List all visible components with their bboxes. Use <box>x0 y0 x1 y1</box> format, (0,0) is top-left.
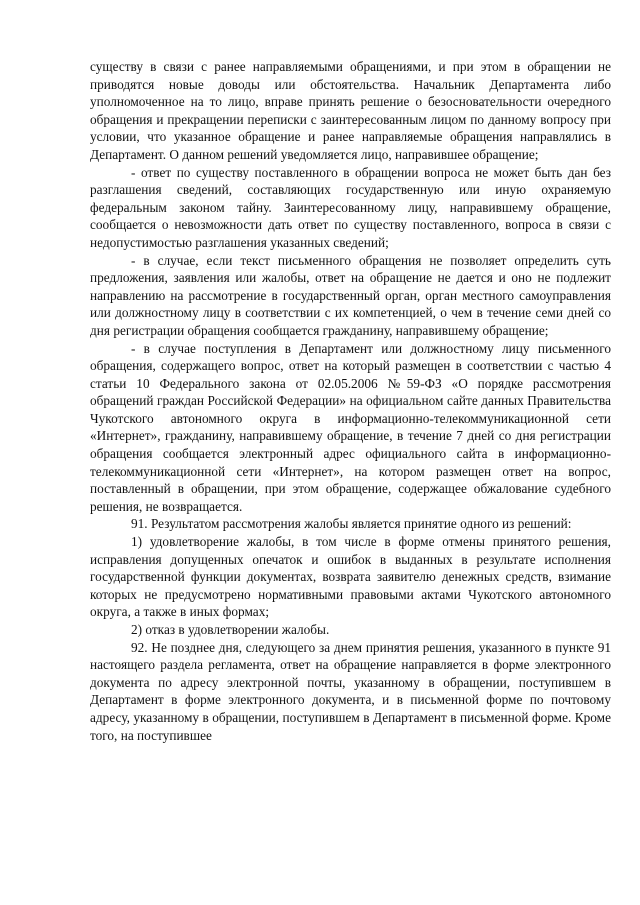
paragraph-3: - в случае, если текст письменного обращения не позволяет определить суть предложения, заявления или жалобы, ответ на обращение не дается и оно не подлежит направлению на рассмотрение в государственный орган, орган местного самоуправления или должностному лицу в соответствии с их компетенцией, о чем в течение семи дней со дня регистрации обращения сообщается гражданину, направившему обращение; <box>90 252 611 338</box>
paragraph-6: 1) удовлетворение жалобы, в том числе в форме отмены принятого решения, исправления допущенных опечаток и ошибок в выданных в результате исполнения государственной функции документах, возврата заявителю денежных средств, взимание которых не предусмотрено нормативными правовыми актами Чукотского автономного округа, а также в иных формах; <box>90 534 611 620</box>
paragraph-2: - ответ по существу поставленного в обращении вопроса не может быть дан без разглашения сведений, составляющих государственную или иную охраняемую федеральным законом тайну. Заинтересованному лицу, направившему обращение, сообщается о невозможности дать ответ по существу поставленного, вопроса в связи с недопустимостью разглашения указанных сведений; <box>90 164 611 250</box>
paragraph-8: 92. Не позднее дня, следующего за днем принятия решения, указанного в пункте 91 настоящего раздела регламента, ответ на обращение направляется в форме электронного документа по адресу электронной почты, указанному в обращении, поступившем в Департамент в форме электронного документа, и в письменной форме по почтовому адресу, указанному в обращении, поступившем в Департамент в письменной форме. Кроме того, на поступившее <box>90 639 611 743</box>
document-page <box>90 58 611 744</box>
paragraph-7: 2) отказ в удовлетворении жалобы. <box>131 622 330 637</box>
paragraph-5: 91. Результатом рассмотрения жалобы является принятие одного из решений: <box>131 516 572 532</box>
paragraph-1: существу в связи с ранее направляемыми обращениями, и при этом в обращении не приводятся новые доводы или обстоятельства. Начальник Департамента либо уполномоченное на то лицо, вправе принять решение о безосновательности очередного обращения и прекращении переписки с заинтересованным лицом по данному вопросу при условии, что указанное обращение и ранее направляемые обращения направлялись в Департамент. О данном решений уведомляется лицо, направившее обращение; <box>90 59 611 162</box>
paragraph-4: - в случае поступления в Департамент или должностному лицу письменного обращения, содержащего вопрос, ответ на который размещен в соответствии с частью 4 статьи 10 Федерального закона от 02.05.2006 №59-ФЗ «О порядке рассмотрения обращений граждан Российской Федерации» на официальном сайте данных Правительства Чукотского автономного округа в информационно-телекоммуникационной сети «Интернет», гражданину, направившему обращение, в течение 7 дней со дня регистрации обращения сообщается электронный адрес официального сайта в информационно-телекоммуникационной сети «Интернет», на котором размещен ответ на вопрос, поставленный в обращении, при этом обращение, содержащее обжалование судебного решения, не возвращается. <box>90 340 611 514</box>
